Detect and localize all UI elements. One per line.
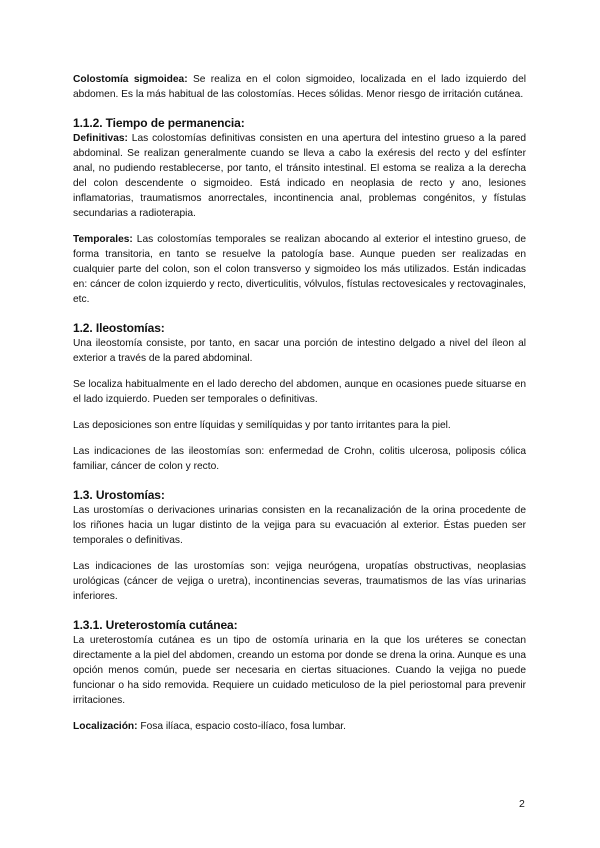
section-heading-ureterostomia: 1.3.1. Ureterostomía cutánea:	[73, 618, 238, 632]
ileostomias-paragraph-3: Las deposiciones son entre líquidas y semilíquidas y por tanto irritantes para la piel.	[73, 420, 451, 431]
ileostomias-paragraph-1: Una ileostomía consiste, por tanto, en sacar una porción de intestino delgado a nivel del íleon al exterior a través de la pared abdominal.	[73, 338, 526, 364]
colostomia-sigmoidea-paragraph	[73, 72, 526, 102]
definitivas-label: Definitivas:	[73, 133, 128, 144]
ileostomias-paragraph-4: Las indicaciones de las ileostomías son: enfermedad de Crohn, colitis ulcerosa, poliposis cólica familiar, cáncer de colon y recto.	[73, 446, 526, 472]
temporales-paragraph	[73, 232, 526, 307]
definitivas-text: Las colostomías definitivas consisten en una apertura del intestino grueso a la pared abdominal. Se realizan generalmente cuando se lleva a cabo la exéresis del recto y del esfínter anal, no pudiendo restablecerse, por tanto, el tránsito intestinal. El estoma se realiza a la derecha del colon descendente o sigmoideo. Está indicado en neoplasia de recto y ano, lesiones inflamatorias, traumatismos anorrectales, incontinencia anal, problemas congénitos, y fístulas secundarias a radioterapia.	[73, 133, 526, 219]
section-heading-ileostomias: 1.2. Ileostomías:	[73, 321, 165, 335]
ureterostomia-paragraph-1: La ureterostomía cutánea es un tipo de ostomía urinaria en la que los uréteres se conectan directamente a la piel del abdomen, creando un estoma por donde se drena la orina. Aunque es una opción menos común, puede ser necesaria en ciertas situaciones. Cuando la vejiga no puede funcionar o ha sido removida. Requiere un cuidado meticuloso de la piel periostomal para prevenir irritaciones.	[73, 635, 526, 706]
temporales-text: Las colostomías temporales se realizan abocando al exterior el intestino grueso, de forma transitoria, en tanto se resuelve la patología base. Aunque pueden ser realizadas en cualquier parte del colon, son el colon transverso y sigmoideo los más utilizados. Están indicadas en: cáncer de colon izquierdo y recto, diverticulitis, vólvulos, fístulas rectovesicales y rectovaginales, etc.	[73, 234, 526, 305]
ileostomias-paragraph-2: Se localiza habitualmente en el lado derecho del abdomen, aunque en ocasiones puede situarse en el lado izquierdo. Pueden ser temporales o definitivas.	[73, 379, 526, 405]
section-heading-urostomias: 1.3. Urostomías:	[73, 488, 165, 502]
temporales-label: Temporales:	[73, 234, 133, 245]
localizacion-text: Fosa ilíaca, espacio costo-ilíaco, fosa lumbar.	[137, 721, 346, 732]
page-content	[73, 72, 526, 734]
urostomias-paragraph-1: Las urostomías o derivaciones urinarias consisten en la recanalización de la orina procedente de los riñones hacia un lugar distinto de la vejiga para su evacuación al exterior. Éstas pueden ser temporales o definitivas.	[73, 505, 526, 546]
definitivas-paragraph	[73, 131, 526, 221]
colostomia-sigmoidea-label: Colostomía sigmoidea:	[73, 74, 188, 85]
colostomia-sigmoidea-text: Se realiza en el colon sigmoideo, localizada en el lado izquierdo del abdomen. Es la más habitual de las colostomías. Heces sólidas. Menor riesgo de irritación cutánea.	[73, 74, 526, 100]
localizacion-label: Localización:	[73, 721, 138, 732]
page-number: 2	[519, 798, 525, 810]
section-heading-tiempo-permanencia: 1.1.2. Tiempo de permanencia:	[73, 116, 245, 130]
localizacion-paragraph	[73, 719, 526, 734]
urostomias-paragraph-2: Las indicaciones de las urostomías son: vejiga neurógena, uropatías obstructivas, neoplasias urológicas (cáncer de vejiga o uretra), incontinencias severas, traumatismos de las vías urinarias inferiores.	[73, 561, 526, 602]
